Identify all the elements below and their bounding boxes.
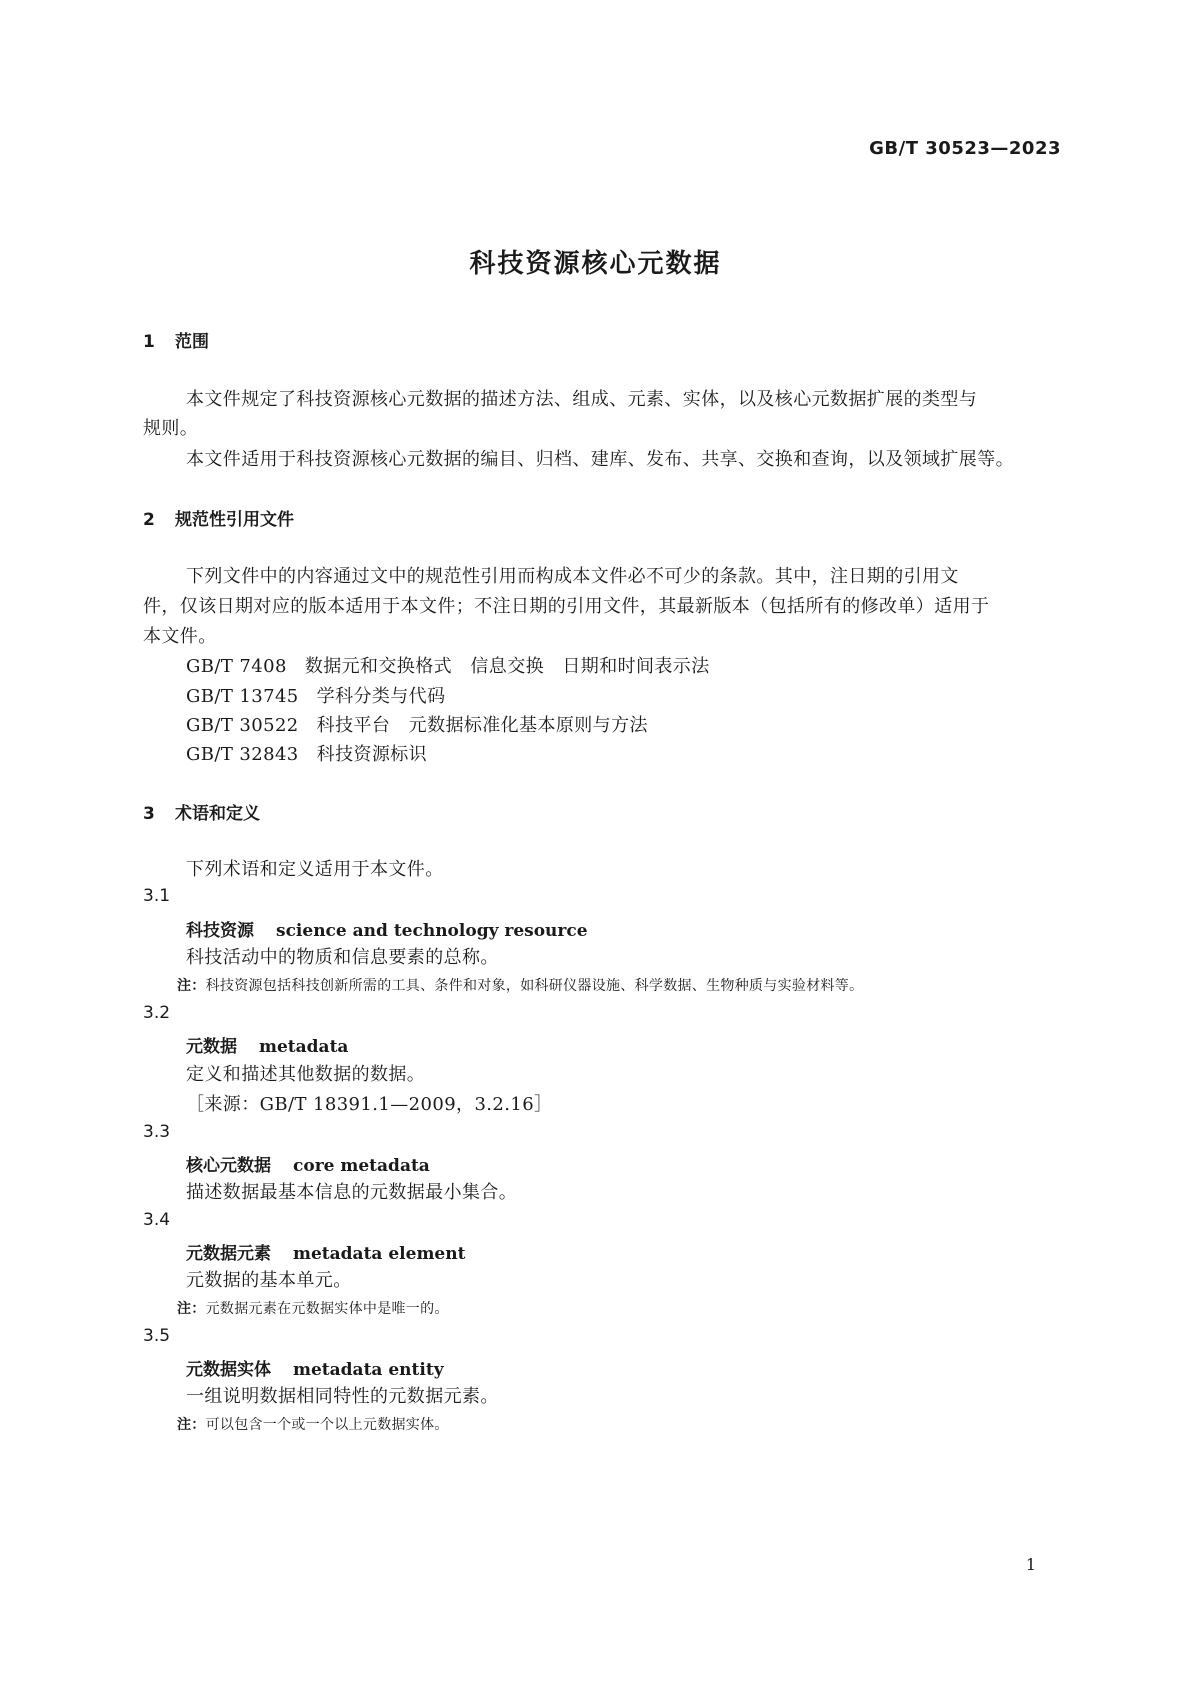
term-definition: 科技活动中的物质和信息要素的总称。: [186, 947, 499, 968]
term-chinese: 元数据: [186, 1037, 237, 1057]
note-label: 注：: [177, 978, 206, 994]
term-heading: [186, 1239, 465, 1264]
term-note: [177, 1298, 449, 1318]
term-number: 3.3: [143, 1122, 171, 1142]
reference-item: [186, 652, 710, 678]
reference-code: GB/T 7408: [186, 656, 287, 677]
section-2-paragraph-line-1: 下列文件中的内容通过文中的规范性引用而构成本文件必不可少的条款。其中，注日期的引用文: [186, 566, 959, 587]
term-number: 3.1: [143, 886, 171, 906]
reference-code: GB/T 13745: [186, 686, 299, 707]
section-number: 2: [143, 510, 155, 530]
section-1-heading: [143, 327, 209, 352]
term-source: ［来源：GB/T 18391.1—2009，3.2.16］: [186, 1094, 553, 1115]
term-chinese: 科技资源: [186, 921, 254, 941]
term-note: [177, 1414, 449, 1434]
term-heading: [186, 1355, 444, 1380]
section-2-heading: [143, 505, 294, 530]
section-title: 规范性引用文件: [175, 510, 294, 530]
reference-title: 科技资源标识: [316, 744, 428, 765]
section-number: 3: [143, 804, 155, 824]
page-number: 1: [1025, 1555, 1036, 1574]
note-label: 注：: [177, 1417, 206, 1433]
term-number: 3.4: [143, 1210, 171, 1230]
reference-code: GB/T 30522: [186, 715, 299, 736]
term-english: metadata entity: [293, 1360, 444, 1380]
note-text: 科技资源包括科技创新所需的工具、条件和对象，如科研仪器设施、科学数据、生物种质与实验材料等。: [205, 978, 864, 994]
document-title: 科技资源核心元数据: [469, 249, 722, 279]
section-title: 范围: [175, 332, 209, 352]
reference-title: 科技平台 元数据标准化基本原则与方法: [316, 715, 648, 736]
section-1-paragraph-1-line-2: 规则。: [143, 418, 199, 439]
term-chinese: 元数据实体: [186, 1360, 271, 1380]
term-english: core metadata: [293, 1156, 430, 1176]
section-3-intro: 下列术语和定义适用于本文件。: [186, 859, 444, 880]
section-1-paragraph-2: 本文件适用于科技资源核心元数据的编目、归档、建库、发布、共享、交换和查询，以及领域扩展等。: [186, 449, 1014, 470]
reference-title: 学科分类与代码: [316, 686, 446, 707]
section-3-heading: [143, 799, 260, 824]
term-definition: 描述数据最基本信息的元数据最小集合。: [186, 1182, 518, 1203]
term-english: metadata: [259, 1037, 349, 1057]
term-chinese: 核心元数据: [186, 1156, 271, 1176]
section-1-paragraph-1-line-1: 本文件规定了科技资源核心元数据的描述方法、组成、元素、实体，以及核心元数据扩展的类型与: [186, 389, 978, 410]
term-number: 3.5: [143, 1326, 171, 1346]
term-heading: [186, 1151, 430, 1176]
standard-code: GB/T 30523—2023: [869, 138, 1061, 159]
section-title: 术语和定义: [175, 804, 260, 824]
note-text: 可以包含一个或一个以上元数据实体。: [205, 1417, 449, 1433]
note-text: 元数据元素在元数据实体中是唯一的。: [205, 1301, 449, 1317]
section-2-paragraph-line-2: 件，仅该日期对应的版本适用于本文件；不注日期的引用文件，其最新版本（包括所有的修改单）适用于: [143, 596, 990, 617]
term-definition: 元数据的基本单元。: [186, 1270, 352, 1291]
term-definition: 定义和描述其他数据的数据。: [186, 1064, 426, 1085]
reference-item: [186, 740, 427, 766]
term-english: science and technology resource: [276, 921, 588, 941]
term-definition: 一组说明数据相同特性的元数据元素。: [186, 1386, 499, 1407]
term-number: 3.2: [143, 1003, 171, 1023]
section-number: 1: [143, 332, 155, 352]
term-chinese: 元数据元素: [186, 1244, 271, 1264]
reference-title: 数据元和交换格式 信息交换 日期和时间表示法: [304, 656, 710, 677]
section-2-paragraph-line-3: 本文件。: [143, 626, 217, 647]
reference-code: GB/T 32843: [186, 744, 299, 765]
term-english: metadata element: [293, 1244, 466, 1264]
term-heading: [186, 916, 588, 941]
term-heading: [186, 1032, 348, 1057]
reference-item: [186, 711, 648, 737]
term-note: [177, 975, 863, 995]
reference-item: [186, 682, 445, 708]
note-label: 注：: [177, 1301, 206, 1317]
